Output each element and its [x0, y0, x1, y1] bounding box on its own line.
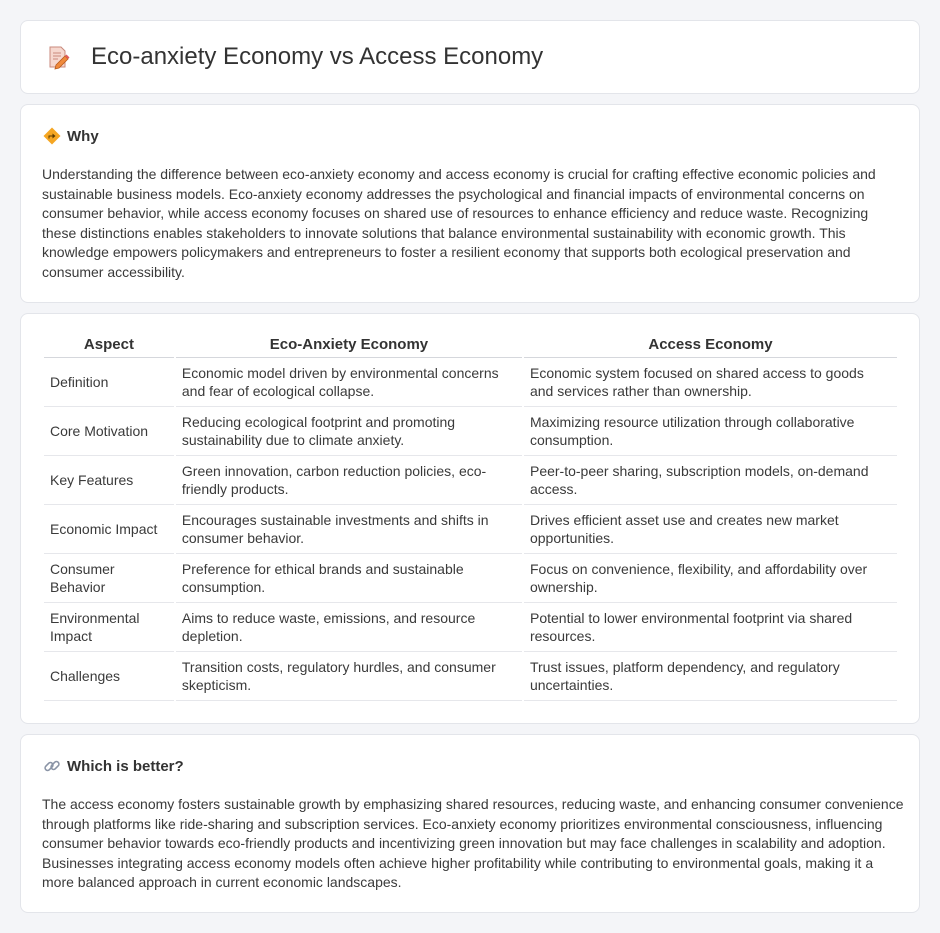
comparison-section [20, 313, 920, 724]
road-sign-icon [43, 127, 61, 145]
comparison-table [42, 336, 899, 701]
title-bar [45, 43, 543, 71]
access-cell: Drives efficient asset use and creates new market opportunities. [524, 505, 897, 554]
access-cell: Maximizing resource utilization through collaborative consumption. [524, 407, 897, 456]
access-cell: Trust issues, platform dependency, and regulatory uncertainties. [524, 652, 897, 701]
why-heading: Why [67, 127, 99, 145]
access-cell: Potential to lower environmental footprint via shared resources. [524, 603, 897, 652]
access-cell: Focus on convenience, flexibility, and affordability over ownership. [524, 554, 897, 603]
aspect-cell: Core Motivation [44, 407, 174, 456]
table-row [44, 652, 897, 701]
why-header [43, 127, 99, 145]
eco-cell: Transition costs, regulatory hurdles, and consumer skepticism. [176, 652, 522, 701]
table-row [44, 407, 897, 456]
eco-cell: Aims to reduce waste, emissions, and resource depletion. [176, 603, 522, 652]
link-icon [43, 757, 61, 775]
better-header [43, 757, 184, 775]
eco-cell: Reducing ecological footprint and promoting sustainability due to climate anxiety. [176, 407, 522, 456]
title-card [20, 20, 920, 94]
aspect-cell: Challenges [44, 652, 174, 701]
aspect-cell: Environmental Impact [44, 603, 174, 652]
header-access: Access Economy [524, 336, 897, 358]
aspect-cell: Economic Impact [44, 505, 174, 554]
table-row [44, 358, 897, 407]
table-row [44, 505, 897, 554]
table-row [44, 603, 897, 652]
access-cell: Peer-to-peer sharing, subscription models, on-demand access. [524, 456, 897, 505]
eco-cell: Economic model driven by environmental concerns and fear of ecological collapse. [176, 358, 522, 407]
table-row [44, 456, 897, 505]
header-aspect: Aspect [44, 336, 174, 358]
eco-cell: Encourages sustainable investments and shifts in consumer behavior. [176, 505, 522, 554]
aspect-cell: Definition [44, 358, 174, 407]
table-header-row [44, 336, 897, 358]
eco-cell: Green innovation, carbon reduction policies, eco-friendly products. [176, 456, 522, 505]
header-eco-anxiety: Eco-Anxiety Economy [176, 336, 522, 358]
access-cell: Economic system focused on shared access to goods and services rather than ownership. [524, 358, 897, 407]
aspect-cell: Consumer Behavior [44, 554, 174, 603]
document-pencil-icon [45, 44, 71, 70]
aspect-cell: Key Features [44, 456, 174, 505]
why-text: Understanding the difference between eco-anxiety economy and access economy is crucial for crafting effective economic policies and sustainable business models. Eco-anxiety economy addresses the psychological and financial impacts of environmental concerns on consumer behavior, while access economy focuses on shared use of resources to enhance efficiency and reduce waste. Recognizing these distinctions enables stakeholders to innovate solutions that balance environmental sustainability with economic growth. This knowledge empowers policymakers and entrepreneurs to foster a resilient economy that supports both ecological preservation and consumer accessibility. [42, 166, 876, 280]
page-title: Eco-anxiety Economy vs Access Economy [91, 43, 544, 70]
better-heading: Which is better? [67, 757, 184, 775]
better-text: The access economy fosters sustainable growth by emphasizing shared resources, reducing waste, and enhancing consumer convenience through platforms like ride-sharing and subscription services. Eco-anxiety economy prioritizes environmental consciousness, influencing consumer behavior towards eco-friendly products and incentivizing green innovation but may face challenges in scalability and adoption. Businesses integrating access economy models often achieve higher profitability while contributing to environmental goals, making it a more balanced approach in current economic landscapes. [42, 796, 904, 890]
table-row [44, 554, 897, 603]
which-better-section [20, 734, 920, 913]
why-section [20, 104, 920, 303]
eco-cell: Preference for ethical brands and sustainable consumption. [176, 554, 522, 603]
